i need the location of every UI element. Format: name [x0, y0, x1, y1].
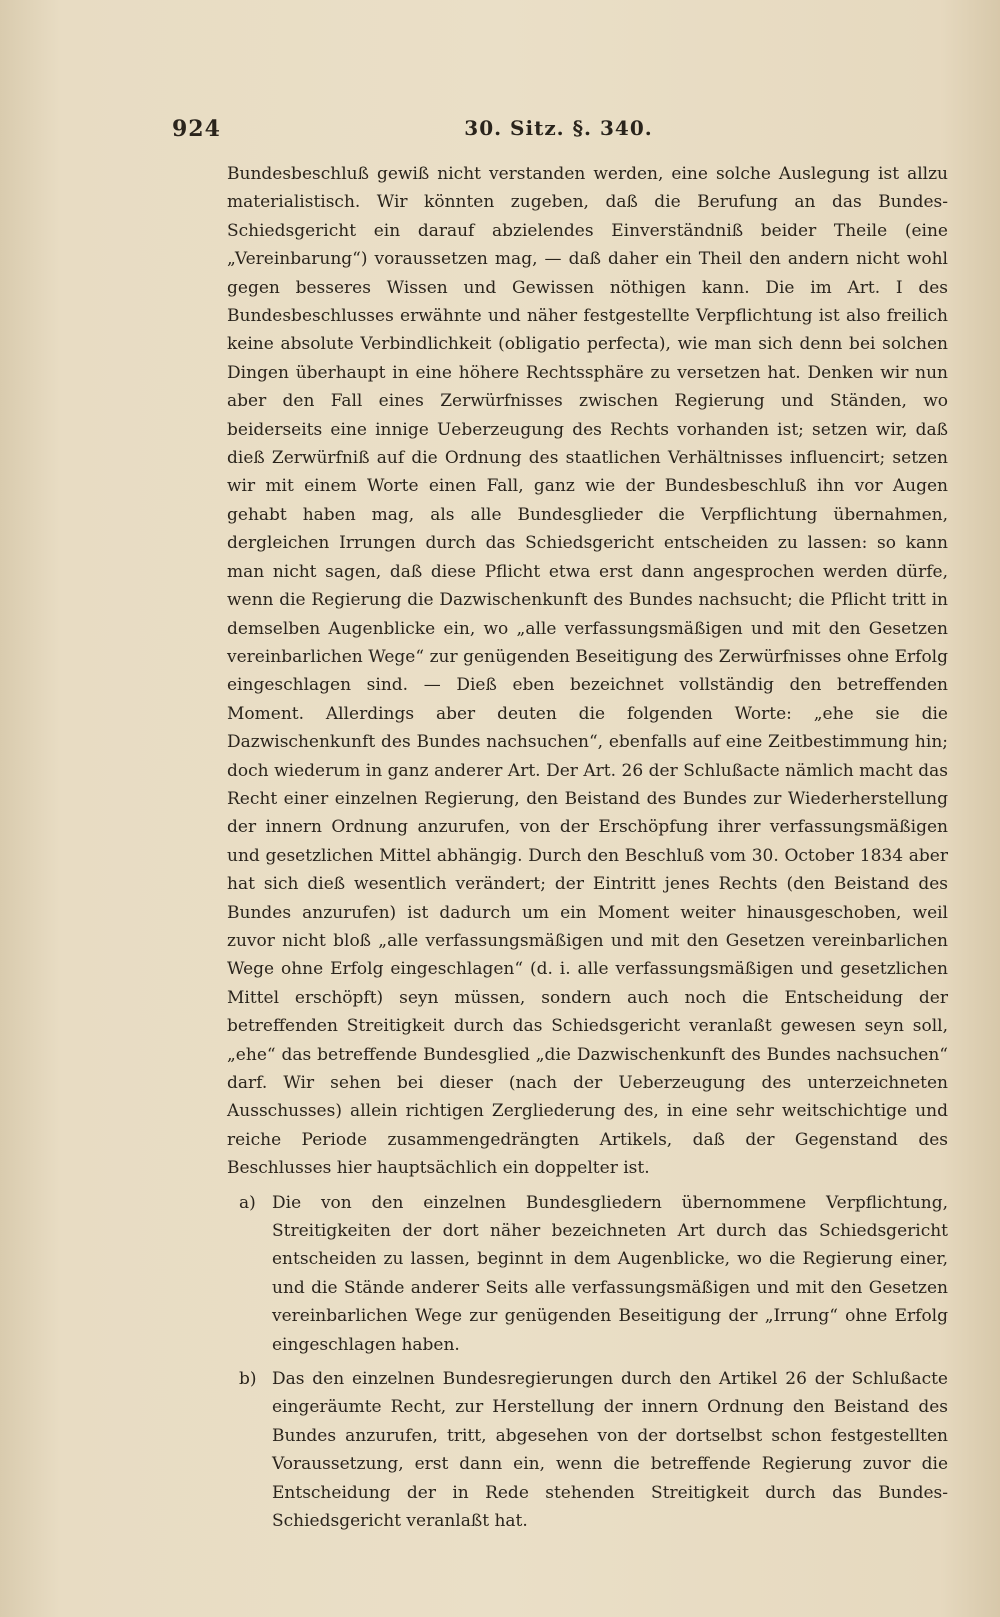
list-marker-b: b): [239, 1369, 257, 1390]
list-item-a-text: Die von den einzelnen Bundesgliedern übernommene Verpflichtung, Streitigkeiten der dort näher bezeichneten Art durch das Schiedsgericht entscheiden zu lassen, beginnt in dem Augenblicke, wo die Regierung einer, und die Stände anderer Seits alle verfassungsmäßigen und mit den Gesetzen vereinbarlichen Wege zur genügenden Beseitigung der „Irrung“ ohne Erfolg eingeschlagen haben.: [272, 1192, 948, 1355]
list-item-b: [227, 1365, 948, 1535]
running-head: 30. Sitz. §. 340.: [464, 116, 653, 140]
body-text: [227, 160, 948, 1536]
page-number: 924: [172, 116, 221, 142]
page-header: [172, 116, 945, 152]
list-item-a: [227, 1189, 948, 1359]
list-marker-a: a): [239, 1192, 256, 1213]
body-paragraph: Bundesbeschluß gewiß nicht verstanden werden, eine solche Auslegung ist allzu materialistisch. Wir könnten zugeben, daß die Berufung an das Bundes-Schiedsgericht ein darauf abzielendes Einverständniß beider Theile (eine „Vereinbarung“) voraussetzen mag, — daß daher ein Theil den andern nicht wohl gegen besseres Wissen und Gewissen nöthigen kann. Die im Art. I des Bundesbeschlusses erwähnte und näher festgestellte Verpflichtung ist also freilich keine absolute Verbindlichkeit (obligatio perfecta), wie man sich denn bei solchen Dingen überhaupt in eine höhere Rechtssphäre zu versetzen hat. Denken wir nun aber den Fall eines Zerwürfnisses zwischen Regierung und Ständen, wo beiderseits eine innige Ueberzeugung des Rechts vorhanden ist; setzen wir, daß dieß Zerwürfniß auf die Ordnung des staatlichen Verhältnisses influencirt; setzen wir mit einem Worte einen Fall, ganz wie der Bundesbeschluß ihn vor Augen gehabt haben mag, als alle Bundesglieder die Verpflichtung übernahmen, dergleichen Irrungen durch das Schiedsgericht entscheiden zu lassen: so kann man nicht sagen, daß diese Pflicht etwa erst dann angesprochen werden dürfe, wenn die Regierung die Dazwischenkunft des Bundes nachsucht; die Pflicht tritt in demselben Augenblicke ein, wo „alle verfassungsmäßigen und mit den Gesetzen vereinbarlichen Wege“ zur genügenden Beseitigung des Zerwürfnisses ohne Erfolg eingeschlagen sind. — Dieß eben bezeichnet vollständig den betreffenden Moment. Allerdings aber deuten die folgenden Worte: „ehe sie die Dazwischenkunft des Bundes nachsuchen“, ebenfalls auf eine Zeitbestimmung hin; doch wiederum in ganz anderer Art. Der Art. 26 der Schlußacte nämlich macht das Recht einer einzelnen Regierung, den Beistand des Bundes zur Wiederherstellung der innern Ordnung anzurufen, von der Erschöpfung ihrer verfassungsmäßigen und gesetzlichen Mittel abhängig. Durch den Beschluß vom 30. October 1834 aber hat sich dieß wesentlich verändert; der Eintritt jenes Rechts (den Beistand des Bundes anzurufen) ist dadurch um ein Moment weiter hinausgeschoben, weil zuvor nicht bloß „alle verfassungsmäßigen und mit den Gesetzen vereinbarlichen Wege ohne Erfolg eingeschlagen“ (d. i. alle verfassungsmäßigen und gesetzlichen Mittel erschöpft) seyn müssen, sondern auch noch die Entscheidung der betreffenden Streitigkeit durch das Schiedsgericht veranlaßt gewesen seyn soll, „ehe“ das betreffende Bundesglied „die Dazwischenkunft des Bundes nachsuchen“ darf. Wir sehen bei dieser (nach der Ueberzeugung des unterzeichneten Ausschusses) allein richtigen Zergliederung des, in eine sehr weitschichtige und reiche Periode zusammengedrängten Artikels, daß der Gegenstand des Beschlusses hier hauptsächlich ein doppelter ist.: [227, 164, 948, 1179]
list-item-b-text: Das den einzelnen Bundesregierungen durch den Artikel 26 der Schlußacte eingeräumte Recht, zur Herstellung der innern Ordnung den Beistand des Bundes anzurufen, tritt, abgesehen von der dortselbst schon festgestellten Voraussetzung, erst dann ein, wenn die betreffende Regierung zuvor die Entscheidung der in Rede stehenden Streitigkeit durch das Bundes-Schiedsgericht veranlaßt hat.: [272, 1369, 948, 1532]
